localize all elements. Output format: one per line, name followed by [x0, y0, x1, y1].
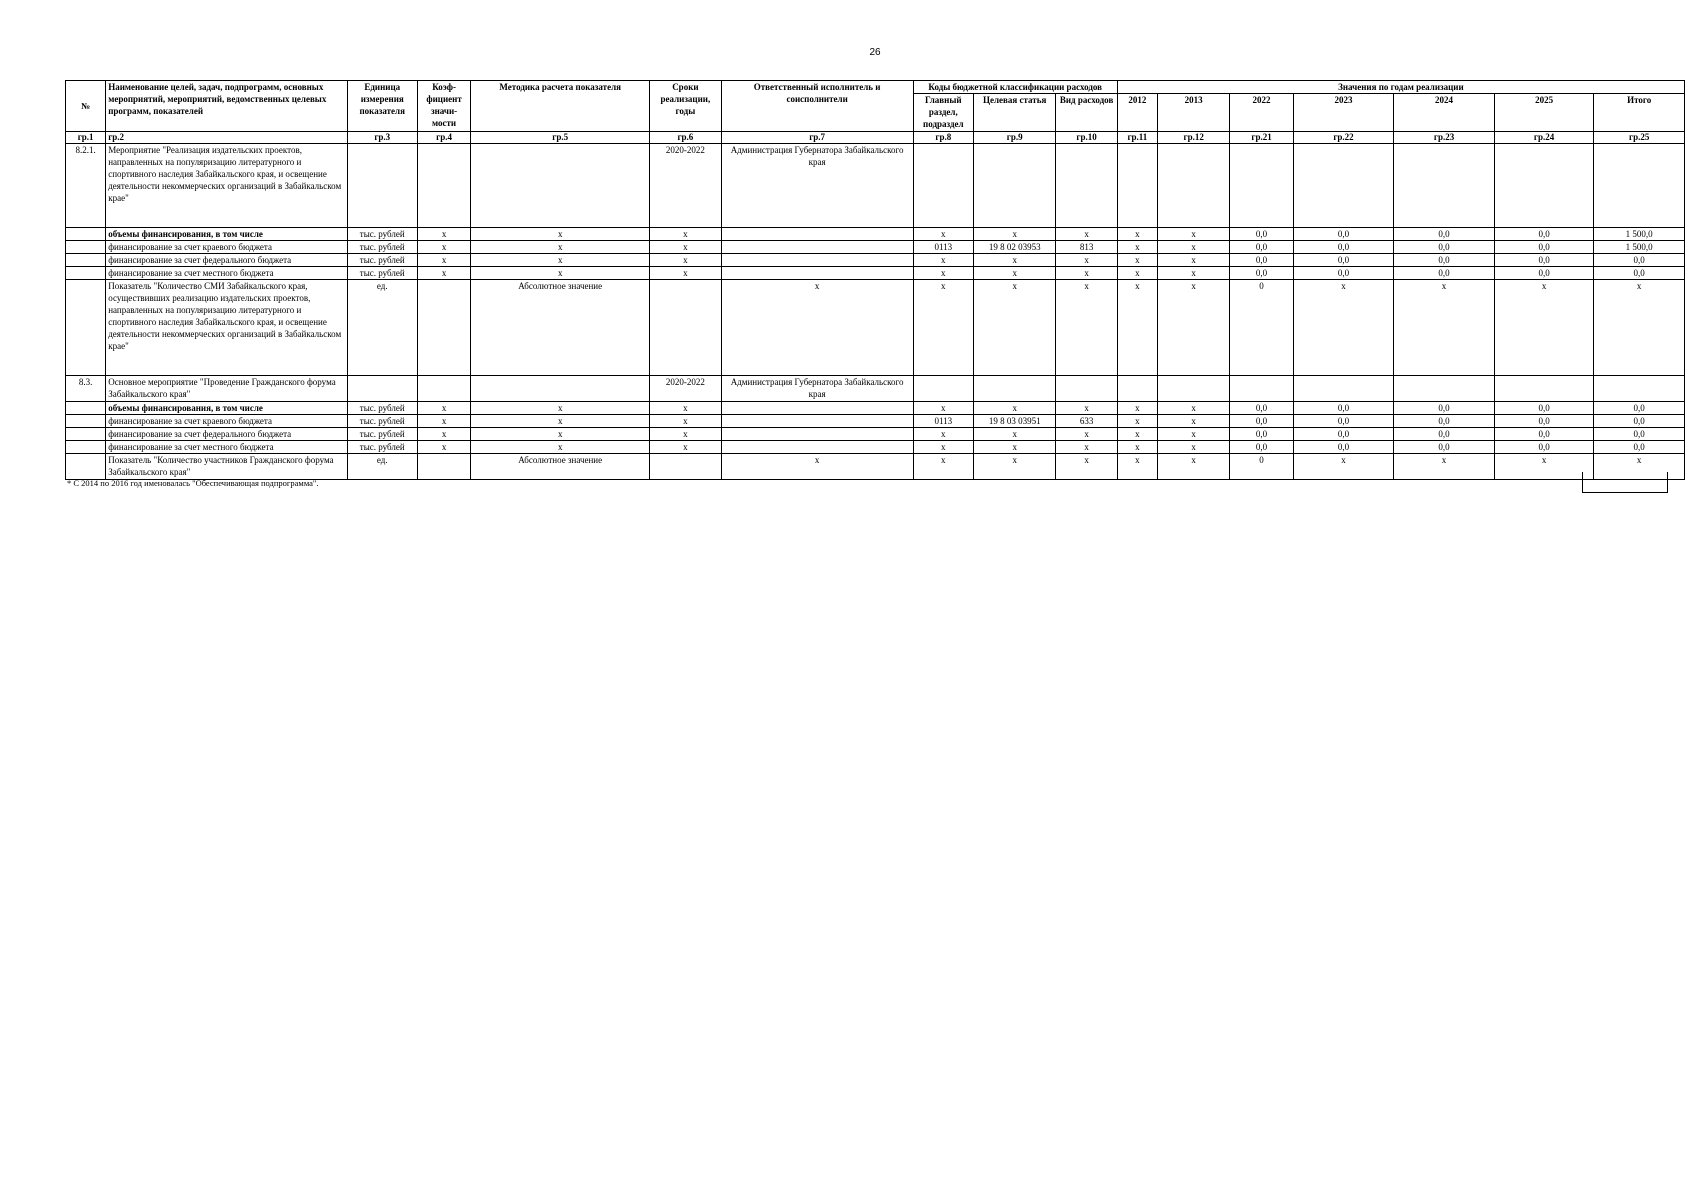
row-number: 8.3.	[66, 376, 106, 402]
row-coef: х	[417, 241, 470, 254]
group-number: гр.11	[1117, 132, 1157, 144]
row-value-2023: 0,0	[1293, 254, 1394, 267]
row-value-2025: 0,0	[1494, 428, 1594, 441]
row-number	[66, 428, 106, 441]
group-number: гр.23	[1394, 132, 1495, 144]
row-value-2012: х	[1117, 441, 1157, 454]
table-body	[66, 144, 1685, 480]
row-value-2013: х	[1157, 428, 1229, 441]
row-value-total: 0,0	[1594, 441, 1685, 454]
row-executor: х	[721, 454, 913, 480]
row-terms: х	[650, 228, 721, 241]
row-value-2024: 0,0	[1394, 241, 1495, 254]
row-section: х	[913, 441, 973, 454]
row-executor	[721, 428, 913, 441]
row-value-2025: 0,0	[1494, 228, 1594, 241]
row-value-2012: х	[1117, 402, 1157, 415]
row-method: х	[471, 267, 650, 280]
row-name: объемы финансирования, в том числе	[106, 402, 347, 415]
row-number	[66, 228, 106, 241]
row-value-2025: 0,0	[1494, 402, 1594, 415]
row-value-2012: х	[1117, 428, 1157, 441]
row-expense-type: 633	[1056, 415, 1117, 428]
row-number	[66, 267, 106, 280]
table-row	[66, 254, 1685, 267]
row-value-2023: 0,0	[1293, 241, 1394, 254]
row-terms	[650, 454, 721, 480]
row-executor: х	[721, 280, 913, 376]
row-name: финансирование за счет местного бюджета	[106, 441, 347, 454]
row-value-total: 0,0	[1594, 428, 1685, 441]
row-terms: х	[650, 267, 721, 280]
row-executor	[721, 441, 913, 454]
row-number	[66, 280, 106, 376]
row-method: Абсолютное значение	[471, 280, 650, 376]
header-values-by-year: Значения по годам реализации	[1117, 81, 1684, 94]
row-value-2023: х	[1293, 280, 1394, 376]
row-article: х	[973, 228, 1055, 241]
row-value-2024: х	[1394, 280, 1495, 376]
row-expense-type: х	[1056, 254, 1117, 267]
row-section: 0113	[913, 415, 973, 428]
row-value-2024: 0,0	[1394, 228, 1495, 241]
row-expense-type: х	[1056, 402, 1117, 415]
row-value-total: 1 500,0	[1594, 228, 1685, 241]
header-year-2024: 2024	[1394, 94, 1495, 132]
group-number: гр.1	[66, 132, 106, 144]
row-executor	[721, 267, 913, 280]
row-value-2013: х	[1157, 402, 1229, 415]
row-executor: Администрация Губернатора Забайкальского края	[721, 144, 913, 228]
row-coef	[417, 376, 470, 402]
row-name: финансирование за счет краевого бюджета	[106, 241, 347, 254]
row-number	[66, 441, 106, 454]
table-row	[66, 241, 1685, 254]
row-value-2022	[1230, 376, 1293, 402]
row-name: Показатель "Количество СМИ Забайкальского края, осуществивших реализацию издательских проектов, направленных на популяризацию литературного и спортивного наследия Забайкальского края, и освещение деятельности некоммерческих организаций в Забайкальском крае"	[106, 280, 347, 376]
row-value-2022: 0	[1230, 280, 1293, 376]
row-article: х	[973, 267, 1055, 280]
row-coef	[417, 280, 470, 376]
row-value-2022	[1230, 144, 1293, 228]
table-row	[66, 376, 1685, 402]
row-unit: ед.	[347, 454, 417, 480]
row-number	[66, 402, 106, 415]
row-name: финансирование за счет краевого бюджета	[106, 415, 347, 428]
row-value-2025: 0,0	[1494, 241, 1594, 254]
row-value-2022: 0	[1230, 454, 1293, 480]
row-value-2013: х	[1157, 415, 1229, 428]
group-number: гр.21	[1230, 132, 1293, 144]
row-value-2022: 0,0	[1230, 228, 1293, 241]
group-number: гр.25	[1594, 132, 1685, 144]
row-value-2012: х	[1117, 415, 1157, 428]
row-terms: 2020-2022	[650, 376, 721, 402]
row-method: Абсолютное значение	[471, 454, 650, 480]
row-value-2022: 0,0	[1230, 428, 1293, 441]
row-executor	[721, 415, 913, 428]
row-value-2024: 0,0	[1394, 267, 1495, 280]
row-value-2025: х	[1494, 280, 1594, 376]
row-executor: Администрация Губернатора Забайкальского края	[721, 376, 913, 402]
row-value-total: 0,0	[1594, 415, 1685, 428]
row-value-2022: 0,0	[1230, 415, 1293, 428]
header-section: Главный раздел, подраздел	[913, 94, 973, 132]
row-section: 0113	[913, 241, 973, 254]
group-number: гр.3	[347, 132, 417, 144]
row-method: х	[471, 402, 650, 415]
table-row	[66, 441, 1685, 454]
row-method: х	[471, 228, 650, 241]
row-unit: ед.	[347, 280, 417, 376]
row-expense-type	[1056, 144, 1117, 228]
row-name: Основное мероприятие "Проведение Гражданского форума Забайкальского края"	[106, 376, 347, 402]
table-row	[66, 228, 1685, 241]
row-expense-type: х	[1056, 441, 1117, 454]
row-value-2013: х	[1157, 267, 1229, 280]
row-executor	[721, 254, 913, 267]
row-terms: х	[650, 428, 721, 441]
row-value-total: 0,0	[1594, 402, 1685, 415]
row-expense-type: х	[1056, 280, 1117, 376]
row-number	[66, 454, 106, 480]
row-section: х	[913, 267, 973, 280]
row-value-2012: х	[1117, 267, 1157, 280]
row-value-2022: 0,0	[1230, 254, 1293, 267]
row-value-total: 1 500,0	[1594, 241, 1685, 254]
row-executor	[721, 228, 913, 241]
row-value-2023: 0,0	[1293, 415, 1394, 428]
row-value-2023: 0,0	[1293, 402, 1394, 415]
row-method: х	[471, 241, 650, 254]
row-value-total: х	[1594, 280, 1685, 376]
table-row	[66, 415, 1685, 428]
row-expense-type: х	[1056, 428, 1117, 441]
row-value-total: 0,0	[1594, 254, 1685, 267]
row-value-2012: х	[1117, 228, 1157, 241]
row-value-2023	[1293, 376, 1394, 402]
group-number: гр.7	[721, 132, 913, 144]
row-coef: х	[417, 254, 470, 267]
page-number: 26	[869, 47, 881, 58]
header-coef: Коэф-фициент значи-мости	[417, 81, 470, 132]
row-expense-type	[1056, 376, 1117, 402]
row-value-2024	[1394, 144, 1495, 228]
row-value-2024: 0,0	[1394, 415, 1495, 428]
header-budget-codes: Коды бюджетной классификации расходов	[913, 81, 1117, 94]
row-article: х	[973, 254, 1055, 267]
row-article: х	[973, 441, 1055, 454]
row-unit: тыс. рублей	[347, 441, 417, 454]
table-row	[66, 428, 1685, 441]
row-value-2013	[1157, 144, 1229, 228]
row-section: х	[913, 280, 973, 376]
row-value-2022: 0,0	[1230, 267, 1293, 280]
row-unit: тыс. рублей	[347, 241, 417, 254]
header-executor: Ответственный исполнитель и соисполнители	[721, 81, 913, 132]
row-section: х	[913, 428, 973, 441]
group-number: гр.10	[1056, 132, 1117, 144]
row-section: х	[913, 454, 973, 480]
row-value-total	[1594, 144, 1685, 228]
row-value-2012: х	[1117, 454, 1157, 480]
row-name: финансирование за счет федерального бюджета	[106, 428, 347, 441]
row-expense-type: х	[1056, 228, 1117, 241]
row-value-2013: х	[1157, 254, 1229, 267]
row-terms: х	[650, 402, 721, 415]
row-terms: х	[650, 415, 721, 428]
row-value-2022: 0,0	[1230, 441, 1293, 454]
row-value-2012: х	[1117, 280, 1157, 376]
row-executor	[721, 402, 913, 415]
row-section	[913, 144, 973, 228]
row-coef: х	[417, 415, 470, 428]
row-value-2013: х	[1157, 454, 1229, 480]
row-value-2023	[1293, 144, 1394, 228]
row-value-2013: х	[1157, 441, 1229, 454]
row-value-2022: 0,0	[1230, 241, 1293, 254]
row-coef: х	[417, 228, 470, 241]
row-coef: х	[417, 402, 470, 415]
row-value-2024: х	[1394, 454, 1495, 480]
header-name: Наименование целей, задач, подпрограмм, основных мероприятий, мероприятий, ведомственных целевых программ, показателей	[106, 81, 347, 132]
row-terms: х	[650, 441, 721, 454]
row-article: х	[973, 454, 1055, 480]
group-number: гр.9	[973, 132, 1055, 144]
row-value-2025	[1494, 376, 1594, 402]
group-number: гр.2	[106, 132, 347, 144]
row-article	[973, 376, 1055, 402]
row-value-2013: х	[1157, 280, 1229, 376]
footnote: * С 2014 по 2016 год именовалась "Обеспечивающая подпрограмма".	[67, 478, 319, 488]
row-number	[66, 415, 106, 428]
row-value-2012: х	[1117, 254, 1157, 267]
row-unit: тыс. рублей	[347, 228, 417, 241]
row-terms: х	[650, 254, 721, 267]
group-number: гр.5	[471, 132, 650, 144]
row-value-2013: х	[1157, 228, 1229, 241]
row-method: х	[471, 415, 650, 428]
header-terms: Сроки реализации, годы	[650, 81, 721, 132]
row-section: х	[913, 254, 973, 267]
row-value-2012	[1117, 376, 1157, 402]
row-name: финансирование за счет местного бюджета	[106, 267, 347, 280]
row-section: х	[913, 228, 973, 241]
row-method: х	[471, 254, 650, 267]
header-unit: Единица измерения показателя	[347, 81, 417, 132]
row-value-2012	[1117, 144, 1157, 228]
row-terms: х	[650, 241, 721, 254]
row-value-2023: 0,0	[1293, 441, 1394, 454]
group-number: гр.22	[1293, 132, 1394, 144]
row-value-2023: 0,0	[1293, 228, 1394, 241]
row-article: х	[973, 280, 1055, 376]
row-value-2024: 0,0	[1394, 254, 1495, 267]
program-table	[65, 80, 1685, 480]
row-section: х	[913, 402, 973, 415]
row-name: финансирование за счет федерального бюджета	[106, 254, 347, 267]
group-number: гр.8	[913, 132, 973, 144]
row-expense-type: 813	[1056, 241, 1117, 254]
row-method: х	[471, 428, 650, 441]
row-expense-type: х	[1056, 267, 1117, 280]
header-year-2022: 2022	[1230, 94, 1293, 132]
row-value-2024: 0,0	[1394, 428, 1495, 441]
row-unit: тыс. рублей	[347, 415, 417, 428]
row-value-2013	[1157, 376, 1229, 402]
row-value-2013: х	[1157, 241, 1229, 254]
row-value-2022: 0,0	[1230, 402, 1293, 415]
row-value-2024: 0,0	[1394, 441, 1495, 454]
row-unit: тыс. рублей	[347, 254, 417, 267]
group-number: гр.12	[1157, 132, 1229, 144]
header-total: Итого	[1594, 94, 1685, 132]
row-method	[471, 144, 650, 228]
row-expense-type: х	[1056, 454, 1117, 480]
row-terms	[650, 280, 721, 376]
row-coef	[417, 144, 470, 228]
row-value-total	[1594, 376, 1685, 402]
row-unit	[347, 376, 417, 402]
row-value-2025: 0,0	[1494, 267, 1594, 280]
table-row	[66, 280, 1685, 376]
table-row	[66, 144, 1685, 228]
row-executor	[721, 241, 913, 254]
group-number: гр.4	[417, 132, 470, 144]
row-coef: х	[417, 441, 470, 454]
header-year-2023: 2023	[1293, 94, 1394, 132]
header-year-2013: 2013	[1157, 94, 1229, 132]
row-value-2023: 0,0	[1293, 428, 1394, 441]
row-value-2024: 0,0	[1394, 402, 1495, 415]
row-article: 19 8 03 03951	[973, 415, 1055, 428]
row-article	[973, 144, 1055, 228]
row-value-2025: 0,0	[1494, 415, 1594, 428]
row-unit: тыс. рублей	[347, 267, 417, 280]
empty-total-box	[1582, 472, 1668, 493]
row-value-2024	[1394, 376, 1495, 402]
row-value-2023: х	[1293, 454, 1394, 480]
row-value-total: х	[1594, 454, 1685, 480]
row-coef: х	[417, 267, 470, 280]
row-number: 8.2.1.	[66, 144, 106, 228]
header-article: Целевая статья	[973, 94, 1055, 132]
row-terms: 2020-2022	[650, 144, 721, 228]
row-section	[913, 376, 973, 402]
row-value-2025: х	[1494, 454, 1594, 480]
row-unit: тыс. рублей	[347, 402, 417, 415]
row-number	[66, 241, 106, 254]
group-number: гр.6	[650, 132, 721, 144]
row-value-2012: х	[1117, 241, 1157, 254]
row-value-2023: 0,0	[1293, 267, 1394, 280]
row-value-2025	[1494, 144, 1594, 228]
row-value-2025: 0,0	[1494, 441, 1594, 454]
row-method	[471, 376, 650, 402]
row-name: объемы финансирования, в том числе	[106, 228, 347, 241]
row-unit	[347, 144, 417, 228]
header-method: Методика расчета показателя	[471, 81, 650, 132]
row-unit: тыс. рублей	[347, 428, 417, 441]
group-number: гр.24	[1494, 132, 1594, 144]
row-coef: х	[417, 428, 470, 441]
row-article: х	[973, 428, 1055, 441]
row-value-total: 0,0	[1594, 267, 1685, 280]
header-year-2025: 2025	[1494, 94, 1594, 132]
row-article: 19 8 02 03953	[973, 241, 1055, 254]
row-number	[66, 254, 106, 267]
header-year-2012: 2012	[1117, 94, 1157, 132]
table-row	[66, 454, 1685, 480]
header-no: №	[66, 81, 106, 132]
row-article: х	[973, 402, 1055, 415]
row-name: Показатель "Количество участников Гражданского форума Забайкальского края"	[106, 454, 347, 480]
row-name: Мероприятие "Реализация издательских проектов, направленных на популяризацию литературного и спортивного наследия Забайкальского края, и освещение деятельности некоммерческих организаций в Забайкальском крае"	[106, 144, 347, 228]
table-row	[66, 267, 1685, 280]
row-coef	[417, 454, 470, 480]
row-method: х	[471, 441, 650, 454]
table-row	[66, 402, 1685, 415]
row-value-2025: 0,0	[1494, 254, 1594, 267]
header-expense-type: Вид расходов	[1056, 94, 1117, 132]
